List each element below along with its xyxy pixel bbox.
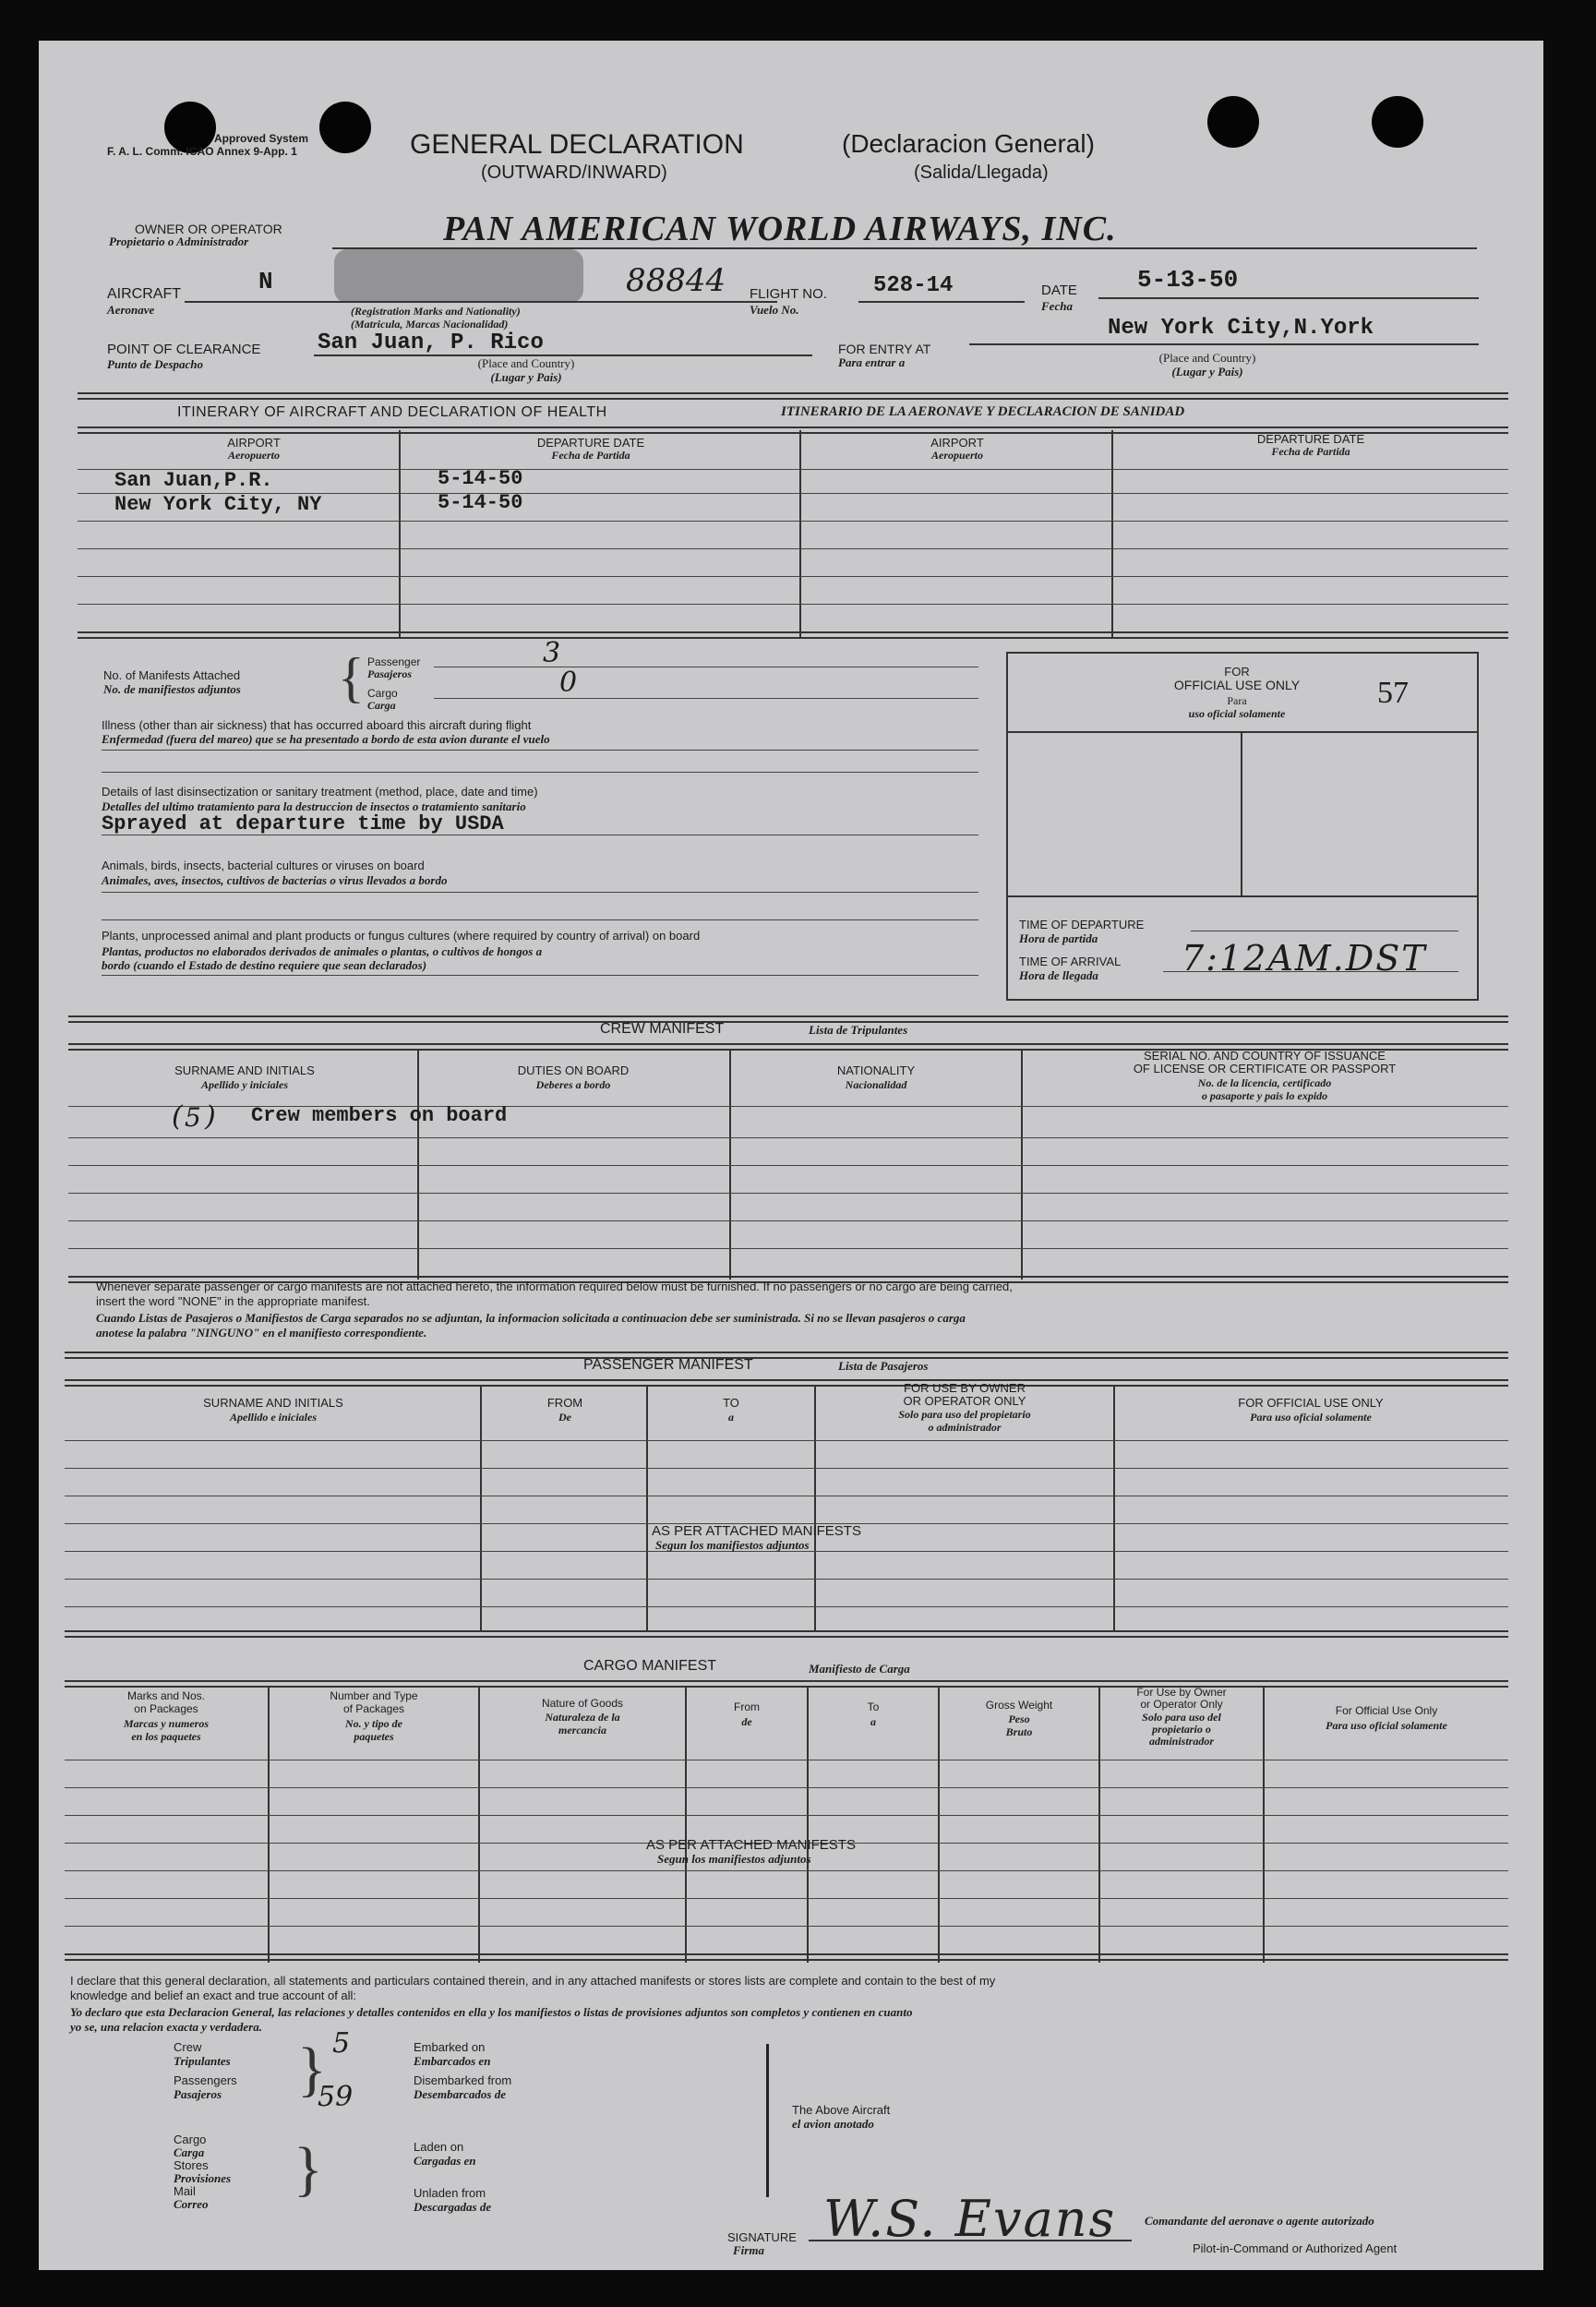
punch-hole	[1207, 96, 1259, 148]
passenger-heading: PASSENGER MANIFEST	[583, 1357, 753, 1373]
decl-mail-label-es: Correo	[174, 2197, 209, 2211]
notice-line: insert the word "NONE" in the appropriate manifest.	[96, 1294, 370, 1308]
declaration-line-es: Yo declaro que esta Declaracion General, las relaciones y detalles contenidos en ella y los manifiestos o listas de provisiones adjuntos son completos y contienen en cuanto	[70, 2005, 913, 2019]
col-departure-2: DEPARTURE DATE	[1256, 432, 1365, 446]
crew-col-serial: OF LICENSE OR CERTIFICATE OR PASSPORT	[1133, 1062, 1397, 1075]
itin-date: 5-14-50	[438, 467, 523, 490]
crew-row-line	[68, 1248, 1508, 1249]
cargo-stamp-es: Segun los manifiestos adjuntos	[657, 1852, 811, 1866]
cargo-divider	[938, 1686, 940, 1963]
cargo-col-packages-es: paquetes	[354, 1730, 394, 1743]
illness-label-es: Enfermedad (fuera del mareo) que se ha presentado a bordo de esta avion durante el vuelo	[102, 732, 550, 746]
decl-laden-label-es: Cargadas en	[414, 2154, 476, 2168]
crew-divider	[729, 1049, 731, 1280]
crew-row-line	[68, 1220, 1508, 1221]
document-page	[39, 41, 1543, 2270]
section-rule	[68, 1015, 1508, 1023]
pax-col-owner-es: o administrador	[928, 1421, 1002, 1434]
owner-label: OWNER OR OPERATOR	[135, 222, 282, 236]
decl-stores-label-es: Provisiones	[174, 2171, 232, 2185]
cargo-divider	[807, 1686, 809, 1963]
section-rule	[78, 631, 1508, 639]
field-line	[102, 892, 978, 893]
pax-row-line	[65, 1468, 1508, 1469]
passenger-label-es: Pasajeros	[367, 667, 412, 680]
animals-label: Animals, birds, insects, bacterial cultures or viruses on board	[102, 859, 425, 872]
signature: W.S. Evans	[823, 2190, 1117, 2248]
pax-col-owner: FOR USE BY OWNER	[904, 1381, 1026, 1395]
cargo-col-weight-es: Bruto	[1005, 1725, 1033, 1738]
crew-col-surname: SURNAME AND INITIALS	[174, 1063, 315, 1077]
form-subtitle: (OUTWARD/INWARD)	[481, 162, 667, 183]
animals-label-es: Animales, aves, insectos, cultivos de bacterias o virus llevados a bordo	[102, 873, 448, 887]
cargo-divider	[1098, 1686, 1100, 1963]
itin-divider	[399, 430, 401, 639]
official-rule	[1008, 895, 1477, 897]
itin-row-line	[78, 469, 1508, 470]
disinsect-value: Sprayed at departure time by USDA	[102, 812, 504, 835]
cargo-divider	[268, 1686, 270, 1963]
aircraft-suffix: 88844	[626, 262, 726, 299]
decl-laden-label: Laden on	[414, 2140, 464, 2154]
cargo-col-owner: For Use by Owner	[1136, 1686, 1227, 1699]
cargo-col-owner-es: propietario o	[1152, 1723, 1211, 1736]
section-rule	[65, 1953, 1508, 1961]
aircraft-label-es: Aeronave	[107, 303, 155, 317]
official-for: FOR	[1224, 665, 1250, 679]
col-departure-es-2: Fecha de Partida	[1271, 445, 1350, 458]
crew-col-serial-es: No. de la licencia, certificado	[1197, 1076, 1332, 1089]
pax-divider	[646, 1385, 648, 1630]
crew-divider	[1021, 1049, 1023, 1280]
pax-col-official-es: Para uso oficial solamente	[1250, 1411, 1372, 1424]
cargo-col-marks-es: en los paquetes	[131, 1730, 201, 1743]
entry-label: FOR ENTRY AT	[838, 342, 931, 356]
itinerary-heading-es: ITINERARIO DE LA AERONAVE Y DECLARACION DE SANIDAD	[781, 404, 1185, 419]
entry-line	[969, 343, 1479, 345]
declaration-line-es: yo se, una relacion exacta y verdadera.	[70, 2020, 262, 2034]
passenger-heading-es: Lista de Pasajeros	[838, 1359, 929, 1373]
crew-row-line	[68, 1137, 1508, 1138]
col-airport: AIRPORT	[227, 436, 281, 450]
commander-label: Pilot-in-Command or Authorized Agent	[1193, 2241, 1398, 2255]
cargo-col-weight: Gross Weight	[985, 1699, 1053, 1712]
decl-cargo-label: Cargo	[174, 2133, 207, 2146]
cargo-col-marks-es: Marcas y numeros	[123, 1717, 209, 1730]
crew-heading: CREW MANIFEST	[600, 1021, 725, 1037]
cargo-col-from-es: de	[741, 1715, 752, 1728]
decl-cargo-label-es: Carga	[174, 2145, 205, 2159]
field-line	[434, 698, 978, 699]
crew-entry: Crew members on board	[251, 1104, 508, 1127]
notice-line: Whenever separate passenger or cargo manifests are not attached hereto, the information required below must be furnished. If no passengers or no cargo are being carried,	[96, 1280, 1013, 1293]
signature-label: SIGNATURE	[727, 2230, 797, 2244]
itinerary-heading: ITINERARY OF AIRCRAFT AND DECLARATION OF HEALTH	[177, 404, 607, 420]
crew-count-bracket: )	[205, 1100, 216, 1133]
crew-col-surname-es: Apellido y iniciales	[201, 1078, 288, 1091]
cargo-row-line	[65, 1815, 1508, 1816]
col-airport-es: Aeropuerto	[227, 449, 280, 462]
itin-airport: San Juan,P.R.	[114, 469, 273, 492]
pax-col-to-es: a	[728, 1411, 734, 1424]
itin-divider	[799, 430, 801, 639]
brace: }	[297, 2036, 327, 2103]
crew-row-line	[68, 1165, 1508, 1166]
cargo-row-line	[65, 1787, 1508, 1788]
flight-label: FLIGHT NO.	[750, 286, 827, 302]
plants-label-es: Plantas, productos no elaborados derivados de animales o plantas, o cultivos de hongos a	[102, 944, 543, 958]
form-subtitle-es: (Salida/Llegada)	[914, 162, 1049, 183]
aircraft-caption-es: (Matricula, Marcas Nacionalidad)	[351, 318, 509, 330]
cargo-label-es: Carga	[367, 699, 396, 712]
pax-col-surname: SURNAME AND INITIALS	[203, 1396, 343, 1410]
cargo-col-official: For Official Use Only	[1335, 1704, 1438, 1717]
section-rule	[65, 1352, 1508, 1359]
col-departure: DEPARTURE DATE	[536, 436, 645, 450]
decl-unladen-label: Unladen from	[414, 2186, 486, 2200]
cargo-col-packages: Number and Type	[330, 1689, 418, 1702]
pax-col-surname-es: Apellido e iniciales	[230, 1411, 317, 1424]
pax-col-to: TO	[723, 1396, 739, 1410]
entry-label-es: Para entrar a	[838, 355, 906, 369]
arrival-value: 7:12AM.DST	[1182, 938, 1427, 979]
itin-airport: New York City, NY	[114, 493, 322, 516]
official-number: 57	[1377, 676, 1409, 710]
cargo-col-owner-es: Solo para uso del	[1142, 1711, 1221, 1724]
cargo-col-owner: or Operator Only	[1140, 1698, 1223, 1711]
cargo-col-marks: Marks and Nos.	[126, 1689, 206, 1702]
crew-col-nationality: NATIONALITY	[836, 1063, 916, 1077]
decl-embarked-label-es: Embarcados en	[414, 2054, 491, 2068]
crew-col-duties-es: Deberes a bordo	[535, 1078, 611, 1091]
itin-row-line	[78, 548, 1508, 549]
pax-col-from: FROM	[546, 1396, 583, 1410]
date-line	[1098, 297, 1479, 299]
cargo-divider	[685, 1686, 687, 1963]
cargo-row-line	[65, 1898, 1508, 1899]
cargo-row-line	[65, 1926, 1508, 1927]
cargo-col-weight-es: Peso	[1008, 1712, 1030, 1725]
field-line	[102, 750, 978, 751]
field-line	[102, 919, 978, 920]
itin-date: 5-14-50	[438, 491, 523, 514]
signature-line	[809, 2240, 1132, 2241]
cargo-col-packages-es: No. y tipo de	[345, 1717, 402, 1730]
decl-aircraft-label: The Above Aircraft	[792, 2103, 891, 2117]
flight-value: 528-14	[873, 273, 954, 298]
field-line	[1163, 971, 1458, 972]
pax-divider	[480, 1385, 482, 1630]
decl-aircraft-label-es: el avion anotado	[792, 2117, 874, 2131]
pax-stamp: AS PER ATTACHED MANIFESTS	[652, 1523, 861, 1539]
official-para: Para	[1227, 694, 1247, 707]
aircraft-label: AIRCRAFT	[107, 286, 181, 302]
cargo-col-to: To	[867, 1700, 880, 1713]
decl-stores-label: Stores	[174, 2158, 209, 2172]
decl-crew-label: Crew	[174, 2040, 202, 2054]
pax-divider	[814, 1385, 816, 1630]
field-line	[102, 975, 978, 976]
field-line	[102, 772, 978, 773]
approved-line: F. A. L. Comm. ICAO Annex 9-App. 1	[107, 145, 297, 158]
form-title-es: (Declaracion General)	[842, 129, 1095, 158]
redaction-smudge	[334, 249, 583, 303]
plants-label-es: bordo (cuando el Estado de destino requiere que sean declarados)	[102, 958, 427, 972]
decl-mail-label: Mail	[174, 2184, 196, 2198]
crew-col-serial: SERIAL NO. AND COUNTRY OF ISSUANCE	[1144, 1049, 1386, 1063]
crew-col-duties: DUTIES ON BOARD	[517, 1063, 630, 1077]
punch-hole	[319, 102, 371, 153]
crew-col-serial-es: o pasaporte y pais lo expido	[1201, 1089, 1328, 1102]
pax-row-line	[65, 1606, 1508, 1607]
crew-divider	[417, 1049, 419, 1280]
passenger-count: 3	[543, 637, 561, 669]
form-title: GENERAL DECLARATION	[410, 129, 744, 160]
decl-passengers-label: Passengers	[174, 2073, 237, 2087]
itin-divider	[1111, 430, 1113, 639]
flight-line	[858, 301, 1025, 303]
declaration-line: I declare that this general declaration, all statements and particulars contained therein, and in any attached manifests or stores lists are complete and contain to the best of my	[70, 1974, 996, 1988]
departure-label-es: Hora de partida	[1019, 931, 1098, 945]
itin-row-line	[78, 521, 1508, 522]
itin-row-line	[78, 576, 1508, 577]
plants-label: Plants, unprocessed animal and plant products or fungus cultures (where required by country of arrival) on board	[102, 929, 701, 943]
passenger-label: Passenger	[367, 655, 421, 668]
cargo-col-owner-es: administrador	[1148, 1735, 1215, 1748]
arrival-label: TIME OF ARRIVAL	[1019, 955, 1122, 968]
col-airport-es-2: Aeropuerto	[930, 449, 983, 462]
crew-count-bracket: (	[172, 1100, 183, 1133]
col-airport-2: AIRPORT	[930, 436, 984, 450]
crew-col-nationality-es: Nacionalidad	[845, 1078, 907, 1091]
date-value: 5-13-50	[1137, 266, 1239, 294]
cargo-col-official-es: Para uso oficial solamente	[1326, 1719, 1447, 1732]
punch-hole	[1372, 96, 1423, 148]
brace: {	[338, 647, 365, 708]
cargo-divider	[1263, 1686, 1265, 1963]
crew-row-line	[68, 1193, 1508, 1194]
pax-divider	[1113, 1385, 1115, 1630]
cargo-col-packages: of Packages	[342, 1702, 405, 1715]
departure-label: TIME OF DEPARTURE	[1019, 918, 1145, 931]
declaration-line: knowledge and belief an exact and true account of all:	[70, 1989, 357, 2002]
aircraft-prefix: N	[258, 268, 273, 295]
date-label-es: Fecha	[1041, 299, 1073, 313]
clearance-caption-es: (Lugar y Pais)	[490, 370, 562, 384]
brace: }	[294, 2135, 323, 2203]
pax-col-owner: OR OPERATOR ONLY	[903, 1394, 1026, 1408]
pax-row-line	[65, 1579, 1508, 1580]
decl-disembarked-label-es: Desembarcados de	[414, 2087, 507, 2101]
official-label-es: uso oficial solamente	[1188, 707, 1286, 720]
clearance-label-es: Punto de Despacho	[107, 357, 203, 371]
clearance-value: San Juan, P. Rico	[318, 330, 544, 355]
itin-row-line	[78, 604, 1508, 605]
section-rule	[65, 1630, 1508, 1638]
cargo-stamp: AS PER ATTACHED MANIFESTS	[646, 1837, 856, 1853]
approved-line: Approved System	[214, 132, 309, 145]
cargo-col-to-es: a	[870, 1715, 876, 1728]
decl-unladen-label-es: Descargadas de	[414, 2200, 492, 2214]
owner-value: PAN AMERICAN WORLD AIRWAYS, INC.	[443, 210, 1117, 248]
pax-stamp-es: Segun los manifiestos adjuntos	[655, 1538, 810, 1552]
bracket-line	[766, 2044, 769, 2197]
owner-label-es: Propietario o Administrador	[109, 234, 249, 248]
cargo-row-line	[65, 1870, 1508, 1871]
official-label: OFFICIAL USE ONLY	[1173, 678, 1301, 692]
clearance-caption: (Place and Country)	[477, 356, 575, 370]
disinsect-label: Details of last disinsectization or sanitary treatment (method, place, date and time)	[102, 785, 538, 799]
commander-label-es: Comandante del aeronave o agente autorizado	[1145, 2214, 1374, 2228]
cargo-label: Cargo	[367, 687, 398, 700]
cargo-heading: CARGO MANIFEST	[583, 1658, 717, 1674]
notice-line-es: Cuando Listas de Pasajeros o Manifiestos de Carga separados no se adjuntan, la informacion solicitada a continuacion debe ser suministrada. Si no se llevan pasajeros o carga	[96, 1311, 966, 1325]
date-label: DATE	[1041, 282, 1077, 298]
cargo-col-nature-es: mercancia	[558, 1724, 606, 1736]
illness-label: Illness (other than air sickness) that has occurred aboard this aircraft during flight	[102, 718, 532, 732]
entry-caption: (Place and Country)	[1158, 351, 1256, 365]
cargo-count: 0	[559, 667, 578, 699]
col-departure-es: Fecha de Partida	[551, 449, 630, 462]
decl-crew-value: 5	[332, 2027, 351, 2060]
pax-col-owner-es: Solo para uso del propietario	[898, 1408, 1031, 1421]
manifests-label-es: No. de manifiestos adjuntos	[103, 682, 241, 696]
entry-value: New York City,N.York	[1108, 316, 1374, 341]
aircraft-line	[185, 301, 777, 303]
manifests-label: No. of Manifests Attached	[103, 668, 241, 682]
cargo-heading-es: Manifiesto de Carga	[809, 1662, 910, 1676]
cargo-col-from: From	[734, 1700, 760, 1713]
entry-caption-es: (Lugar y Pais)	[1171, 365, 1243, 378]
decl-crew-label-es: Tripulantes	[174, 2054, 231, 2068]
section-rule	[78, 392, 1508, 400]
aircraft-caption: (Registration Marks and Nationality)	[351, 305, 521, 318]
decl-embarked-label: Embarked on	[414, 2040, 486, 2054]
disinsect-label-es: Detalles del ultimo tratamiento para la destruccion de insectos o tratamiento sanitario	[102, 799, 526, 813]
crew-heading-es: Lista de Tripulantes	[809, 1023, 908, 1037]
section-rule	[65, 1379, 1508, 1387]
flight-label-es: Vuelo No.	[750, 303, 799, 317]
pax-col-from-es: De	[558, 1411, 571, 1424]
official-rule	[1008, 731, 1477, 733]
pax-row-line	[65, 1440, 1508, 1441]
decl-passengers-label-es: Pasajeros	[174, 2087, 222, 2101]
section-rule	[65, 1680, 1508, 1688]
cargo-col-marks: on Packages	[134, 1702, 198, 1715]
cargo-col-nature-es: Naturaleza de la	[545, 1711, 620, 1724]
pax-col-official: FOR OFFICIAL USE ONLY	[1238, 1396, 1384, 1410]
cargo-divider	[478, 1686, 480, 1963]
decl-passengers-value: 59	[318, 2081, 354, 2113]
notice-line-es: anotese la palabra "NINGUNO" en el manifiesto correspondiente.	[96, 1326, 427, 1340]
decl-disembarked-label: Disembarked from	[414, 2073, 512, 2087]
cargo-col-nature: Nature of Goods	[541, 1697, 624, 1710]
signature-label-es: Firma	[733, 2243, 764, 2257]
official-divider	[1241, 733, 1242, 895]
clearance-label: POINT OF CLEARANCE	[107, 342, 261, 357]
arrival-label-es: Hora de llegada	[1019, 968, 1098, 982]
crew-count: 5	[185, 1102, 201, 1133]
